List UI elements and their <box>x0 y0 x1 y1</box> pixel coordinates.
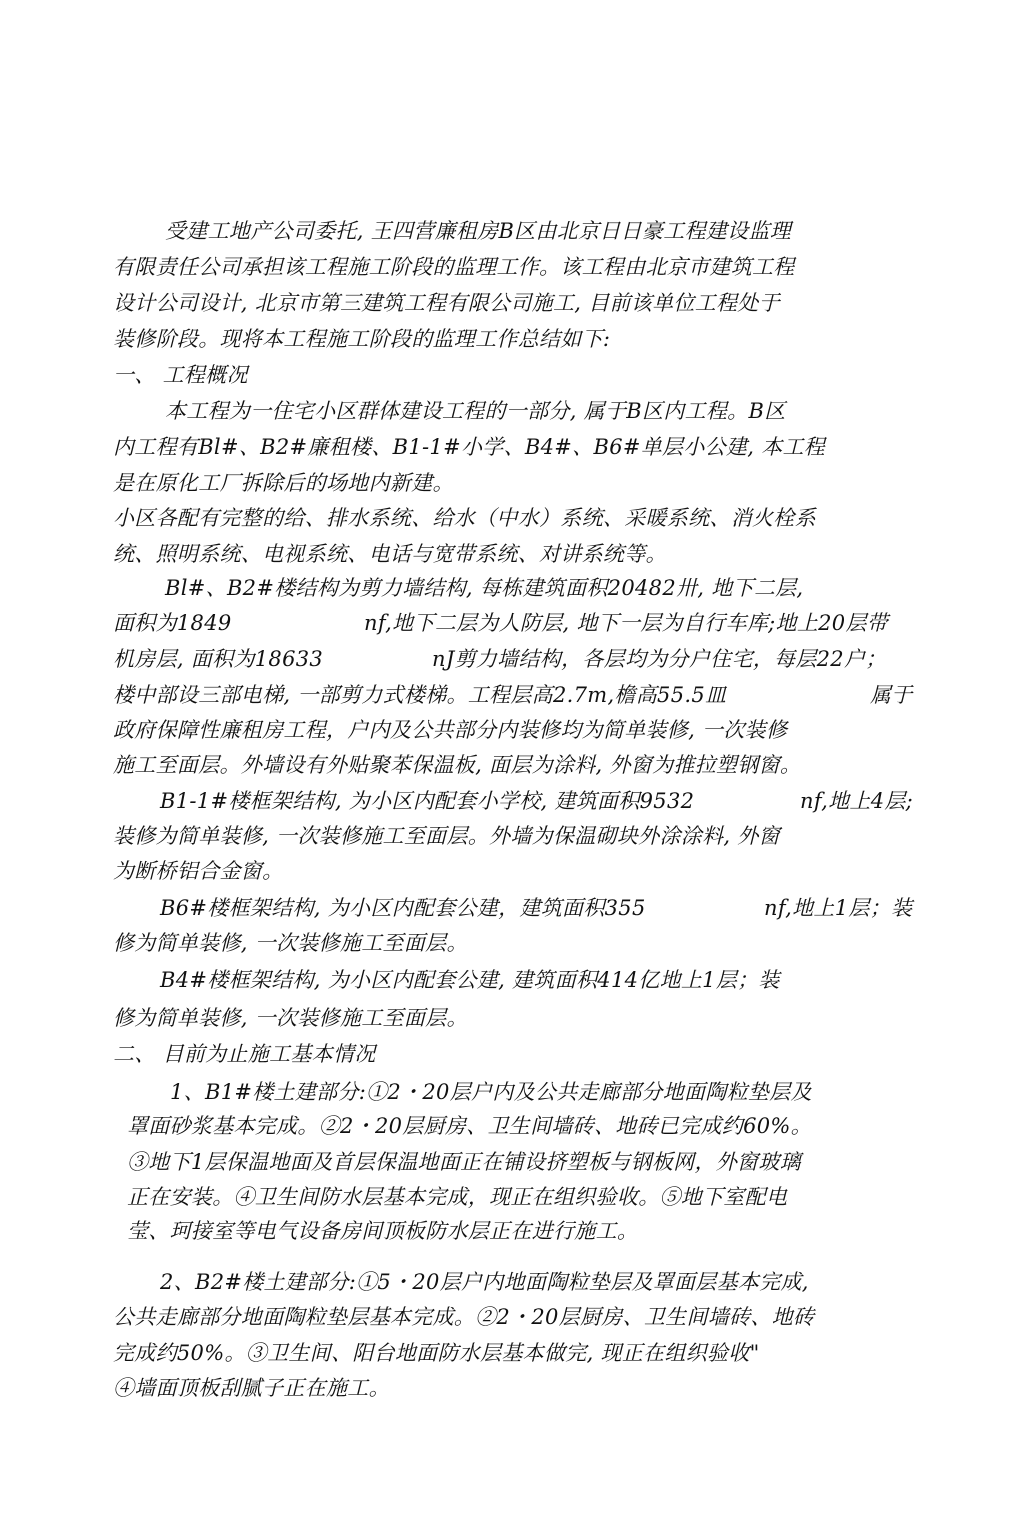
s1-p3-line-6: 施工至面层。外墙设有外贴聚苯保温板, 面层为涂料, 外窗为推拉塑钢窗。 <box>113 753 802 777</box>
s2-p1-line-1: 1、B1#楼土建部分:①2・20层户内及公共走廊部分地面陶粒垫层及 <box>170 1080 812 1104</box>
s1-p4-line-1b: nf,地上4层; <box>800 789 914 813</box>
s1-p4-line-3: 为断桥铝合金窗。 <box>113 859 284 883</box>
intro-line-2: 有限责任公司承担该工程施工阶段的监理工作。该工程由北京市建筑工程 <box>113 255 795 279</box>
s1-p5-line-2: 修为简单装修, 一次装修施工至面层。 <box>113 931 468 955</box>
s1-p6-line-1: B4#楼框架结构, 为小区内配套公建, 建筑面积414亿地上1层；装 <box>160 968 780 992</box>
s1-p3-line-2a: 面积为1849 <box>113 611 232 635</box>
s2-p1-line-5: 莹、珂接室等电气设备房间顶板防水层正在进行施工。 <box>127 1219 639 1243</box>
s1-p3-line-1: Bl#、B2#楼结构为剪力墙结构, 每栋建筑面积20482卅, 地下二层, <box>165 576 804 600</box>
s2-p1-line-4: 正在安装。④卫生间防水层基本完成，现正在组织验收。⑤地下室配电 <box>127 1185 788 1209</box>
s1-p6-line-2: 修为简单装修, 一次装修施工至面层。 <box>113 1006 468 1030</box>
s1-p3-line-2b: nf,地下二层为人防层, 地下一层为自行车库;地上20层带 <box>364 611 889 635</box>
s1-p1-line-2: 内工程有Bl#、B2#廉租楼、B1-1#小学、B4#、B6#单层小公建, 本工程 <box>113 435 826 459</box>
s1-p2-line-1: 小区各配有完整的给、排水系统、给水（中水）系统、采暖系统、消火栓系 <box>113 506 816 530</box>
s2-p1-line-3: ③地下1层保温地面及首层保温地面正在铺设挤塑板与钢板网，外窗玻璃 <box>127 1150 801 1174</box>
s1-p3-line-3a: 机房层, 面积为18633 <box>113 647 324 671</box>
s1-p3-line-4a: 楼中部设三部电梯, 一部剪力式楼梯。工程层高2.7m,檐高55.5皿 <box>113 683 727 707</box>
s2-p2-line-2: 公共走廊部分地面陶粒垫层基本完成。②2・20层厨房、卫生间墙砖、地砖 <box>113 1305 815 1329</box>
intro-line-3: 设计公司设计, 北京市第三建筑工程有限公司施工, 目前该单位工程处于 <box>113 291 780 315</box>
section-2-heading: 二、 目前为止施工基本情况 <box>113 1042 376 1066</box>
s1-p4-line-1a: B1-1#楼框架结构, 为小区内配套小学校, 建筑面积9532 <box>160 789 695 813</box>
s1-p3-line-3b: nJ剪力墙结构，各层均为分户住宅，每层22户； <box>432 647 887 671</box>
intro-line-4: 装修阶段。现将本工程施工阶段的监理工作总结如下: <box>113 327 611 351</box>
s1-p2-line-2: 统、照明系统、电视系统、电话与宽带系统、对讲系统等。 <box>113 542 667 566</box>
s1-p1-line-3: 是在原化工厂拆除后的场地内新建。 <box>113 471 454 495</box>
s1-p1-line-1: 本工程为一住宅小区群体建设工程的一部分, 属于B区内工程。B区 <box>165 399 786 423</box>
s2-p2-line-1: 2、B2#楼土建部分:①5・20层户内地面陶粒垫层及罩面层基本完成, <box>160 1270 809 1294</box>
section-1-heading: 一、 工程概况 <box>113 363 248 387</box>
s1-p3-line-4b: 属于 <box>870 683 913 707</box>
s1-p5-line-1b: nf,地上1层；装 <box>764 896 913 920</box>
s2-p2-line-4: ④墙面顶板刮腻子正在施工。 <box>113 1376 390 1400</box>
intro-line-1: 受建工地产公司委托, 王四营廉租房B区由北京日日豪工程建设监理 <box>165 219 792 243</box>
s2-p2-line-3: 完成约50%。③卫生间、阳台地面防水层基本做完, 现正在组织验收" <box>113 1341 760 1365</box>
s1-p4-line-2: 装修为简单装修, 一次装修施工至面层。外墙为保温砌块外涂涂料, 外窗 <box>113 824 780 848</box>
s2-p1-line-2: 罩面砂浆基本完成。②2・20层厨房、卫生间墙砖、地砖已完成约60%。 <box>127 1114 812 1138</box>
s1-p5-line-1a: B6#楼框架结构, 为小区内配套公建，建筑面积355 <box>160 896 646 920</box>
s1-p3-line-5: 政府保障性廉租房工程，户内及公共部分内装修均为简单装修, 一次装修 <box>113 718 788 742</box>
